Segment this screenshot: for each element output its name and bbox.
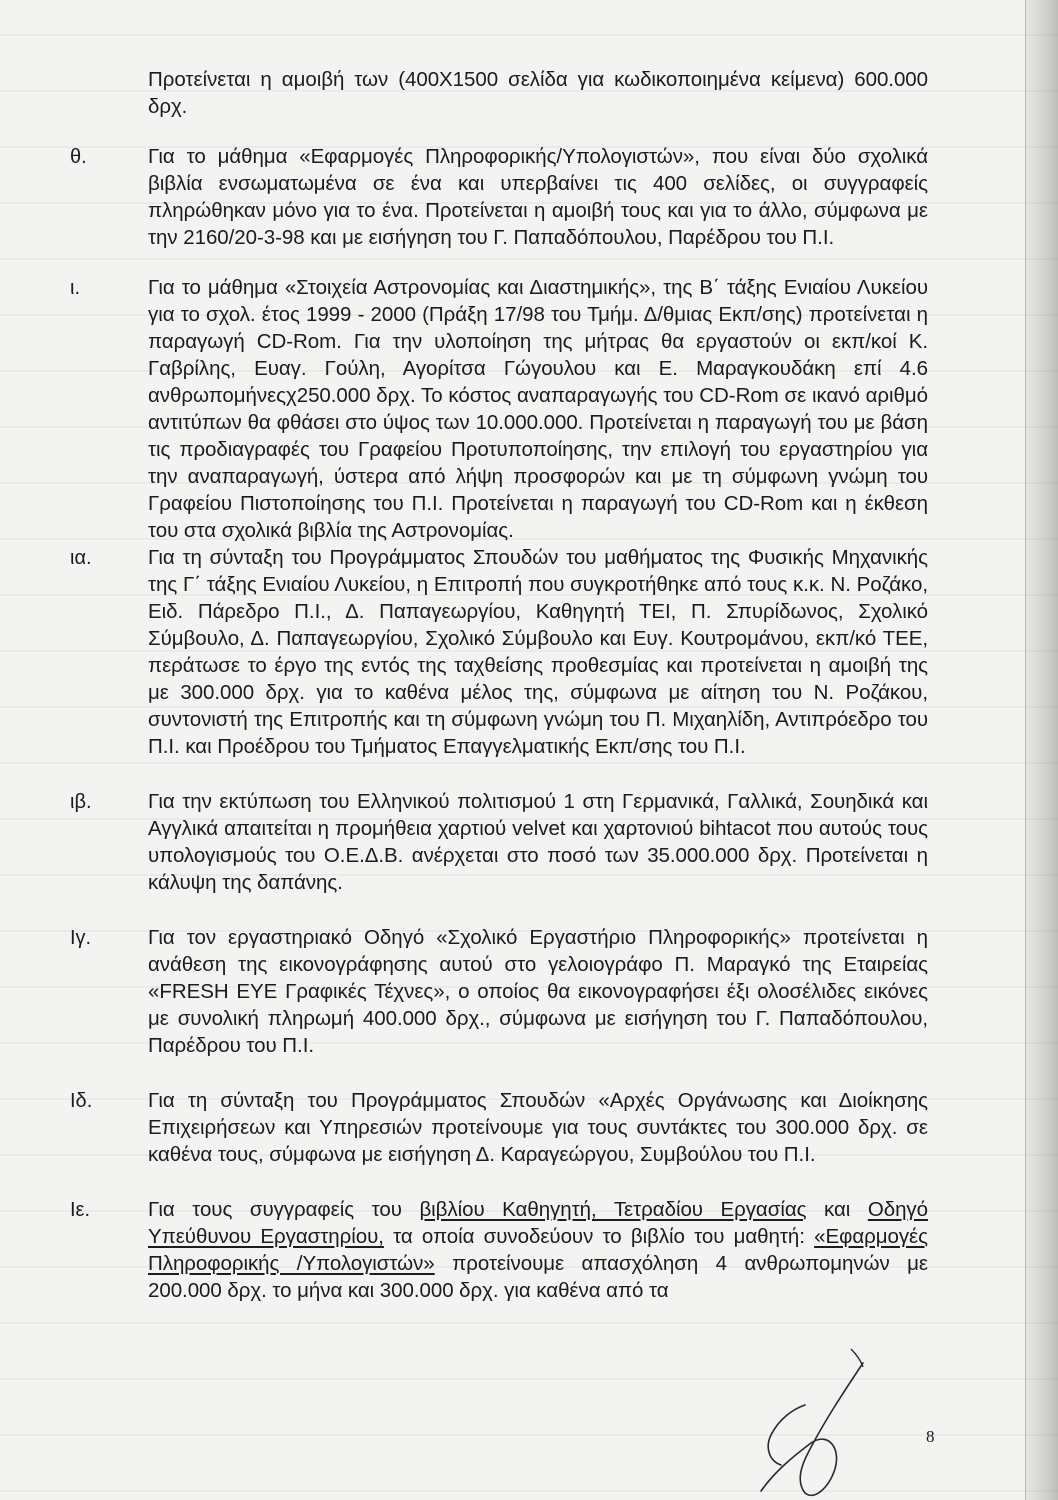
paragraph-text: Για το μάθημα «Εφαρμογές Πληροφορικής/Υπολογιστών», που είναι δύο σχολικά βιβλία ενσωματωμένα σε ένα και υπερβαίνει τις 400 σελίδες, οι συγγραφείς πληρώθηκαν μόνο για το ένα. Προτείνεται η αμοιβή τους και για το άλλο, σύμφωνα με την 2160/20-3-98 και με εισήγηση του Γ. Παπαδόπουλου, Παρέδρου του Π.Ι. (148, 145, 928, 249)
item-marker: ιβ. (70, 791, 92, 813)
paragraph-id (70, 1087, 950, 1168)
text-run: και (806, 1198, 868, 1221)
item-marker: Ιδ. (70, 1090, 93, 1112)
item-marker: Ιε. (70, 1199, 91, 1221)
text-run: τα οποία συνοδεύουν το βιβλίο του μαθητή: (383, 1225, 815, 1248)
paragraph-theta (70, 143, 950, 251)
paragraph-text: Για τον εργαστηριακό Οδηγό «Σχολικό Εργαστήριο Πληροφορικής» προτείνεται η ανάθεση της εικονογράφησης αυτού στο γελοιογράφο Π. Μαραγκό της Εταιρείας «FRESH EYE Γραφικές Τέχνες», ο οποίος θα εικονογραφήσει έξι ολοσέλιδες εικόνες με συνολική πληρωμή 400.000 δρχ., σύμφωνα με εισήγηση του Γ. Παπαδόπουλου, Παρέδρου του Π.Ι. (148, 926, 928, 1057)
document-body (70, 66, 950, 1304)
paragraph-text: Για τη σύνταξη του Προγράμματος Σπουδών «Αρχές Οργάνωσης και Διοίκησης Επιχειρήσεων και Υπηρεσιών προτείνουμε για τους συντάκτες του 300.000 δρχ. σε καθένα τους, σύμφωνα με εισήγηση Δ. Καραγεώργου, Συμβούλου του Π.Ι. (148, 1089, 928, 1166)
paragraph-text: Προτείνεται η αμοιβή των (400Χ1500 σελίδα για κωδικοποιημένα κείμενα) 600.000 δρχ. (148, 68, 928, 118)
page-number: 8 (926, 1427, 935, 1446)
item-marker: Ιγ. (70, 927, 92, 949)
item-marker: θ. (70, 146, 87, 168)
paragraph-ie (70, 1196, 950, 1304)
paragraph-continuation (70, 66, 950, 120)
paragraph-text: Για την εκτύπωση του Ελληνικού πολιτισμού 1 στη Γερμανικά, Γαλλικά, Σουηδικά και Αγγλικά απαιτείται η προμήθεια χαρτιού velvet και χαρτονιού bihtacot που αυτούς τους υπολογισμούς του Ο.Ε.Δ.Β. ανέρχεται στο ποσό των 35.000.000 δρχ. Προτείνεται η κάλυψη της δαπάνης. (148, 790, 928, 894)
paragraph-text: Για το μάθημα «Στοιχεία Αστρονομίας και Διαστημικής», της Β΄ τάξης Ενιαίου Λυκείου για το σχολ. έτος 1999 - 2000 (Πράξη 17/98 του Τμήμ. Δ/θμιας Εκπ/σης) προτείνεται η παραγωγή CD-Rom. Για την υλοποίηση της μήτρας θα εργαστούν οι εκπ/κοί Κ. Γαβρίλης, Ευαγ. Γούλη, Αγορίτσα Γώγουλου και Ε. Μαραγκουδάκη επί 4.6 ανθρωπομήνεςχ250.000 δρχ. Το κόστος αναπαραγωγής του CD-Rom σε ικανό αριθμό αντιτύπων θα φθάσει στο ύψος των 10.000.000. Προτείνεται η παραγωγή του με βάση τις προδιαγραφές του Γραφείου Προτυποποίησης, την επιλογή του εργαστηρίου για την αναπαραγωγή, ύστερα από λήψη προσφορών και με τη σύμφωνη γνώμη του Γραφείου Πιστοποίησης του Π.Ι. Προτείνεται η παραγωγή του CD-Rom και η έκθεση του στα σχολικά βιβλία της Αστρονομίας. (148, 276, 928, 542)
paragraph-text (148, 1196, 928, 1304)
underlined-title: «Εφαρμογές Πληροφορικής /Υπολογιστών» (148, 1225, 928, 1275)
text-run: Για τους συγγραφείς του (148, 1198, 420, 1221)
item-marker: ια. (70, 547, 92, 569)
signature (745, 1345, 895, 1500)
signature-stroke (761, 1363, 863, 1495)
text-run: προτείνουμε απασχόληση 4 ανθρωπομηνών με 200.000 δρχ. το μήνα και 300.000 δρχ. για καθένα από τα (148, 1252, 928, 1302)
binding-edge (1026, 0, 1058, 1500)
paragraph-ib (70, 788, 950, 896)
paragraph-text: Για τη σύνταξη του Προγράμματος Σπουδών του μαθήματος της Φυσικής Μηχανικής της Γ΄ τάξης Ενιαίου Λυκείου, η Επιτροπή που συγκροτήθηκε από τους κ.κ. Ν. Ροζάκο, Ειδ. Πάρεδρο Π.Ι., Δ. Παπαγεωργίου, Καθηγητή ΤΕΙ, Π. Σπυρίδωνος, Σχολικό Σύμβουλο, Δ. Παπαγεωργίου, Σχολικό Σύμβουλο και Ευγ. Κουτρομάνου, εκπ/κό ΤΕΕ, περάτωσε το έργο της εντός της ταχθείσης προθεσμίας και προτείνεται η αμοιβή της με 300.000 δρχ. για το καθένα μέλος της, σύμφωνα με αίτηση του Ν. Ροζάκου, συντονιστή της Επιτροπής και τη σύμφωνη γνώμη του Π. Μιχαηλίδη, Αντιπρόεδρο του Π.Ι. και Προέδρου του Τμήματος Επαγγελματικής Εκπ/σης του Π.Ι. (148, 546, 928, 758)
underlined-title: Οδηγό Υπεύθυνου Εργαστηρίου, (148, 1198, 928, 1248)
underlined-title: βιβλίου Καθηγητή, Τετραδίου Εργασίας (419, 1198, 807, 1221)
paragraph-ig (70, 924, 950, 1059)
paragraph-ia (70, 544, 950, 760)
item-marker (70, 66, 148, 67)
paragraph-iota (70, 274, 950, 544)
item-marker: ι. (70, 277, 80, 299)
